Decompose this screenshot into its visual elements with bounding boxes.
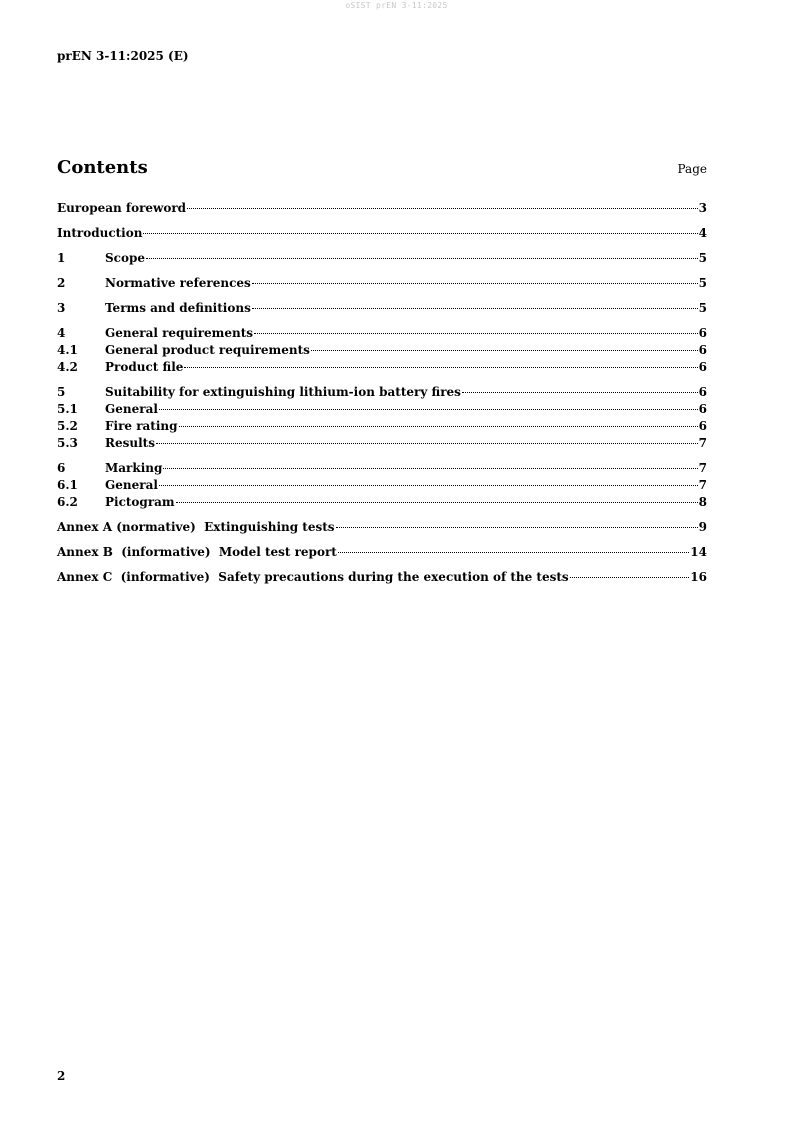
document-id: prEN 3-11:2025 (E) xyxy=(57,49,189,63)
toc-leader-dots xyxy=(252,308,698,309)
toc-entry-european-foreword[interactable] xyxy=(57,200,707,217)
toc-entry-page: 6 xyxy=(698,360,707,374)
toc-entry-title: Fire rating xyxy=(105,419,178,433)
page-number: 2 xyxy=(57,1069,66,1083)
toc-entry-page: 8 xyxy=(698,495,707,509)
toc-leader-dots xyxy=(252,283,698,284)
watermark: oSIST prEN 3-11:2025 xyxy=(345,1,448,10)
toc-entry-title: General product requirements xyxy=(105,343,310,357)
toc-entry-suitability-general[interactable] xyxy=(57,401,707,418)
toc-leader-dots xyxy=(570,577,690,578)
toc-entry-product-file[interactable] xyxy=(57,359,707,376)
toc-leader-dots xyxy=(146,258,698,259)
toc-entry-page: 5 xyxy=(698,301,707,315)
toc-entry-title: Results xyxy=(105,436,155,450)
toc-entry-page: 3 xyxy=(698,201,707,215)
toc-leader-dots xyxy=(184,367,697,368)
toc-entry-title: Suitability for extinguishing lithium-ion battery fires xyxy=(105,385,461,399)
toc-leader-dots xyxy=(187,208,698,209)
toc-entry-title: Annex A (normative) Extinguishing tests xyxy=(57,520,335,534)
toc-entry-page: 6 xyxy=(698,402,707,416)
toc-entry-pictogram[interactable] xyxy=(57,494,707,511)
toc-entry-number: 6.2 xyxy=(57,495,78,509)
toc-entry-page: 4 xyxy=(698,226,707,240)
toc-entry-title: European foreword xyxy=(57,201,187,215)
toc-entry-annex-c[interactable] xyxy=(57,569,707,586)
toc-leader-dots xyxy=(338,552,689,553)
toc-entry-normative-references[interactable] xyxy=(57,275,707,292)
toc-entry-number: 1 xyxy=(57,251,66,265)
toc-entry-page: 6 xyxy=(698,326,707,340)
toc-entry-title: General requirements xyxy=(105,326,254,340)
toc-entry-number: 5.3 xyxy=(57,436,78,450)
toc-entry-introduction[interactable] xyxy=(57,225,707,242)
toc-entry-page: 9 xyxy=(698,520,707,534)
contents-title: Contents xyxy=(57,157,148,178)
toc-entry-page: 7 xyxy=(698,461,707,475)
toc-entry-scope[interactable] xyxy=(57,250,707,267)
toc-entry-general-product-requirements[interactable] xyxy=(57,342,707,359)
toc-entry-title: Marking xyxy=(105,461,163,475)
toc-entry-page: 6 xyxy=(698,343,707,357)
toc-entry-number: 5.2 xyxy=(57,419,78,433)
toc-entry-title: Pictogram xyxy=(105,495,175,509)
toc-entry-title: Annex C (informative) Safety precautions during the execution of the tests xyxy=(57,570,569,584)
toc-entry-title: General xyxy=(105,402,158,416)
toc-entry-number: 5.1 xyxy=(57,402,78,416)
toc-entry-title: General xyxy=(105,478,158,492)
toc-leader-dots xyxy=(176,502,698,503)
toc-entry-page: 7 xyxy=(698,436,707,450)
toc-entry-number: 3 xyxy=(57,301,66,315)
toc-entry-page: 6 xyxy=(698,385,707,399)
toc-entry-fire-rating[interactable] xyxy=(57,418,707,435)
table-of-contents xyxy=(57,200,707,586)
toc-entry-general-requirements[interactable] xyxy=(57,325,707,342)
toc-leader-dots xyxy=(179,426,698,427)
toc-entry-marking[interactable] xyxy=(57,460,707,477)
toc-entry-number: 6.1 xyxy=(57,478,78,492)
contents-header xyxy=(57,157,707,183)
toc-entry-title: Terms and definitions xyxy=(105,301,251,315)
toc-entry-page: 5 xyxy=(698,276,707,290)
page-column-label: Page xyxy=(677,162,707,176)
toc-entry-number: 6 xyxy=(57,461,66,475)
toc-entry-annex-b[interactable] xyxy=(57,544,707,561)
toc-entry-number: 2 xyxy=(57,276,66,290)
toc-entry-number: 4 xyxy=(57,326,66,340)
toc-entry-page: 14 xyxy=(690,545,707,559)
toc-entry-marking-general[interactable] xyxy=(57,477,707,494)
toc-leader-dots xyxy=(336,527,698,528)
toc-leader-dots xyxy=(159,485,698,486)
toc-leader-dots xyxy=(462,392,698,393)
toc-entry-page: 5 xyxy=(698,251,707,265)
toc-leader-dots xyxy=(254,333,698,334)
toc-entry-title: Scope xyxy=(105,251,146,265)
toc-leader-dots xyxy=(143,233,697,234)
toc-entry-page: 7 xyxy=(698,478,707,492)
toc-entry-number: 4.1 xyxy=(57,343,78,357)
toc-entry-number: 5 xyxy=(57,385,66,399)
toc-entry-page: 16 xyxy=(690,570,707,584)
toc-leader-dots xyxy=(163,468,697,469)
toc-entry-annex-a[interactable] xyxy=(57,519,707,536)
toc-entry-suitability[interactable] xyxy=(57,384,707,401)
toc-leader-dots xyxy=(311,350,698,351)
toc-entry-results[interactable] xyxy=(57,435,707,452)
toc-entry-terms-and-definitions[interactable] xyxy=(57,300,707,317)
toc-entry-title: Introduction xyxy=(57,226,143,240)
toc-leader-dots xyxy=(156,443,698,444)
toc-entry-title: Normative references xyxy=(105,276,251,290)
toc-entry-title: Product file xyxy=(105,360,184,374)
toc-leader-dots xyxy=(159,409,698,410)
toc-entry-page: 6 xyxy=(698,419,707,433)
toc-entry-title: Annex B (informative) Model test report xyxy=(57,545,337,559)
toc-entry-number: 4.2 xyxy=(57,360,78,374)
